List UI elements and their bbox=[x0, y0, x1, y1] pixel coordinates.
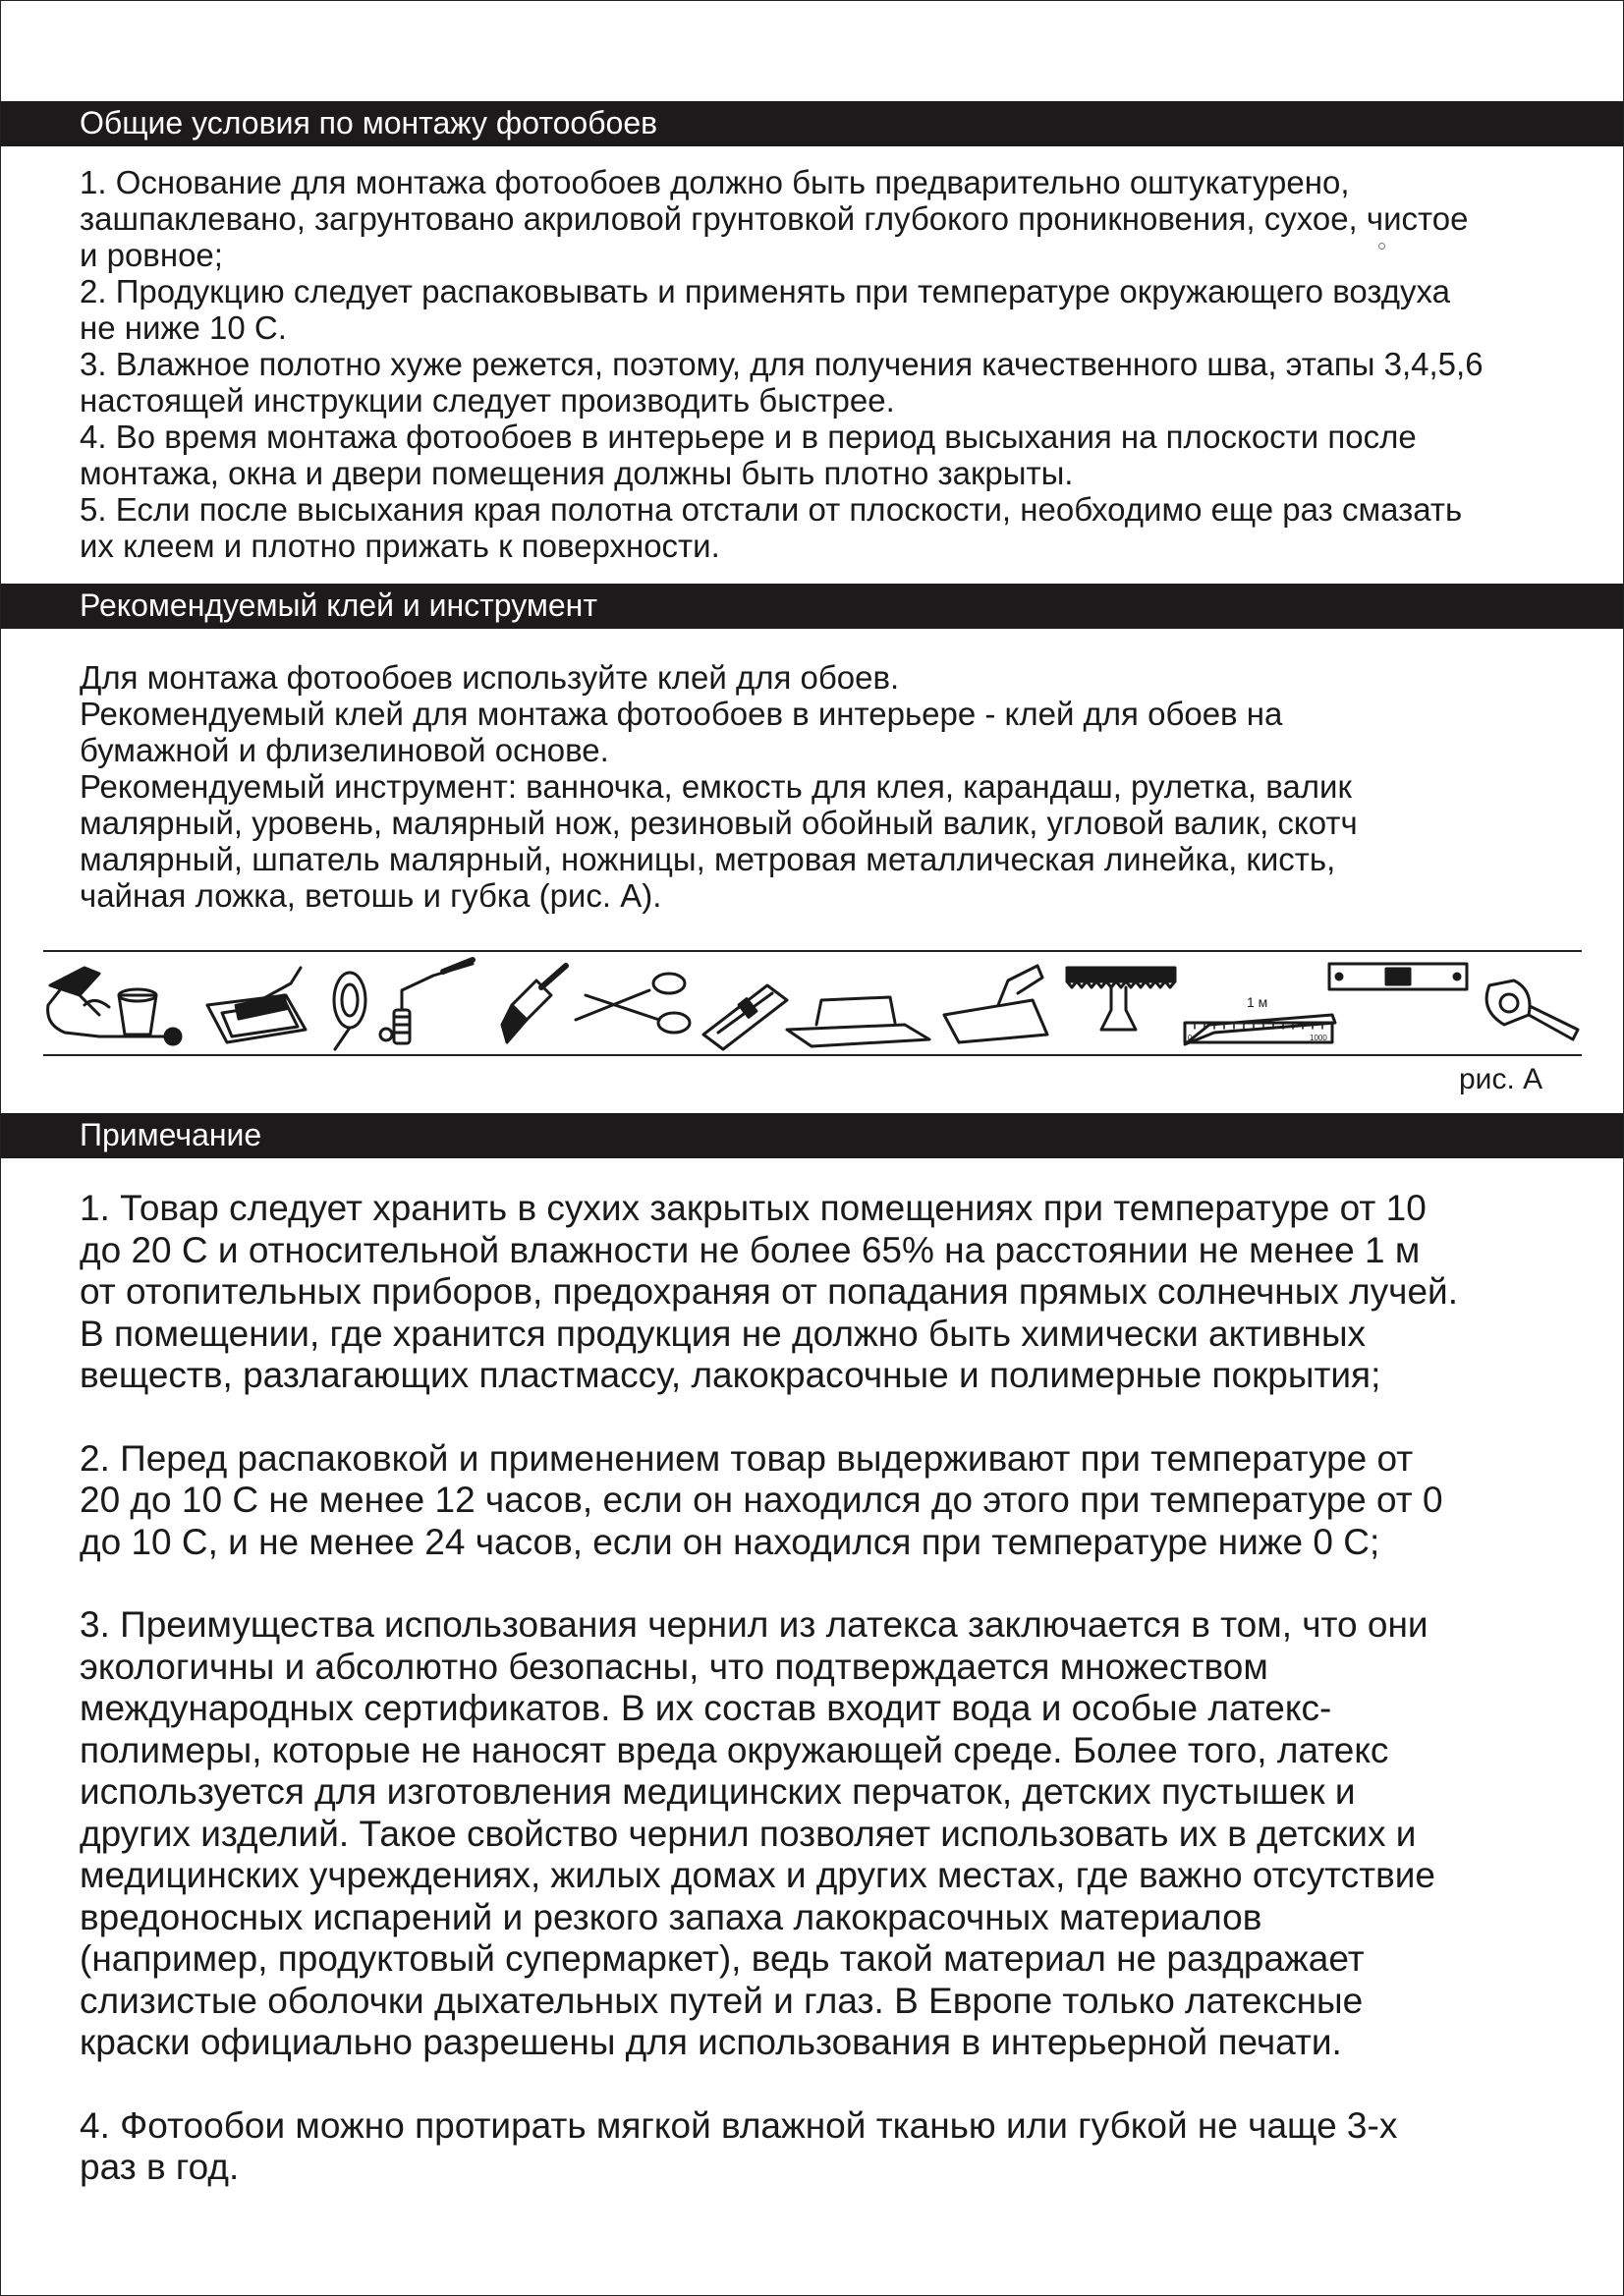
mixer-icon bbox=[48, 968, 181, 1044]
figure-top-rule bbox=[43, 950, 1582, 952]
float-trowel-icon bbox=[787, 997, 929, 1046]
text-line: слизистые оболочки дыхательных путей и глаз. В Европе только латексные bbox=[80, 1980, 1364, 2021]
notched-trowel-icon bbox=[1067, 968, 1175, 1030]
tools-illustration bbox=[40, 956, 1593, 1054]
text-line: до 20 С и относительной влажности не более 65% на расстоянии не менее 1 м bbox=[80, 1229, 1421, 1270]
level-icon bbox=[1329, 964, 1467, 989]
section-heading-glue-tools: Рекомендуемый клей и инструмент bbox=[1, 584, 1623, 629]
text-line: и ровное; bbox=[80, 237, 223, 273]
text-line: чайная ложка, ветошь и губка (рис. А). bbox=[80, 877, 662, 914]
text-line: других изделий. Такое свойство чернил позволяет использовать их в детских и bbox=[80, 1813, 1417, 1854]
text-line: малярный, уровень, малярный нож, резиновый обойный валик, угловой валик, скотч bbox=[80, 805, 1358, 841]
text-line: 4. Во время монтажа фотообоев в интерьере и в период высыхания на плоскости после bbox=[80, 419, 1417, 455]
text-line: веществ, разлагающих пластмассу, лакокрасочные и полимерные покрытия; bbox=[80, 1355, 1381, 1395]
text-line: 1. Основание для монтажа фотообоев должно быть предварительно оштукатурено, bbox=[80, 164, 1350, 200]
ruler-start: 0 bbox=[1188, 1034, 1193, 1042]
figure-bottom-rule bbox=[43, 1054, 1582, 1056]
utility-knife-icon bbox=[703, 985, 787, 1049]
text-line: 2. Продукцию следует распаковывать и применять при температуре окружающего воздуха bbox=[80, 273, 1450, 309]
text-line: используется для изготовления медицинских перчаток, детских пустышек и bbox=[80, 1771, 1356, 1812]
glue-tools-text bbox=[80, 659, 1612, 914]
spatula-icon bbox=[944, 966, 1047, 1042]
section-heading-mounting: Общие условия по монтажу фотообоев bbox=[1, 101, 1623, 146]
text-line: бумажной и флизелиновой основе. bbox=[80, 732, 609, 768]
text-line: 4. Фотообои можно протирать мягкой влажной тканью или губкой не чаще 3-х bbox=[80, 2104, 1398, 2146]
text-line: вредоносных испарений и резкого запаха лакокрасочных материалов bbox=[80, 1896, 1262, 1937]
text-line: В помещении, где хранится продукция не должно быть химически активных bbox=[80, 1313, 1367, 1354]
print-speck bbox=[1378, 243, 1385, 250]
text-line: полимеры, которые не наносят вреда окружающей среде. Более того, латекс bbox=[80, 1729, 1389, 1770]
bucket-icon bbox=[119, 989, 156, 1035]
figure-caption: рис. А bbox=[1459, 1063, 1543, 1095]
text-line: медицинских учреждениях, жилых домах и других местах, где важно отсутствие bbox=[80, 1855, 1436, 1895]
paragraph-gap bbox=[80, 1563, 1612, 1604]
ruler-label: 1 м bbox=[1247, 994, 1268, 1010]
mounting-conditions-text bbox=[80, 164, 1612, 564]
scissors-icon bbox=[576, 974, 690, 1033]
text-line: малярный, шпатель малярный, ножницы, метровая металлическая линейка, кисть, bbox=[80, 841, 1336, 877]
ruler-icon bbox=[1185, 994, 1335, 1044]
text-line: 20 до 10 С не менее 12 часов, если он находился до этого при температуре от 0 bbox=[80, 1480, 1443, 1520]
text-line: Для монтажа фотообоев используйте клей для обоев. bbox=[80, 659, 900, 696]
text-line: экологичны и абсолютно безопасны, что подтверждается множеством bbox=[80, 1646, 1268, 1687]
text-line: 5. Если после высыхания края полотна отстали от плоскости, необходимо еще раз смазать bbox=[80, 491, 1463, 528]
text-line: настоящей инструкции следует производить быстрее. bbox=[80, 382, 895, 419]
paragraph-gap bbox=[80, 2064, 1612, 2105]
tape-icon bbox=[334, 973, 365, 1049]
text-line: 3. Преимущества использования чернил из латекса заключается в том, что они bbox=[80, 1604, 1428, 1645]
text-line: монтажа, окна и двери помещения должны быть плотно закрыты. bbox=[80, 455, 1074, 491]
brush-icon bbox=[502, 966, 566, 1042]
text-line: Рекомендуемый инструмент: ванночка, емкость для клея, карандаш, рулетка, валик bbox=[80, 768, 1352, 805]
note-text bbox=[80, 1188, 1612, 2189]
text-line: 2. Перед распаковкой и применением товар выдерживают при температуре от bbox=[80, 1437, 1414, 1479]
paint-tray-icon bbox=[207, 968, 306, 1042]
text-line: до 10 С, и не менее 24 часов, если он находился при температуре ниже 0 С; bbox=[80, 1521, 1380, 1562]
ruler-end: 1000 bbox=[1310, 1034, 1327, 1042]
text-line: зашпаклевано, загрунтовано акриловой грунтовкой глубокого проникновения, сухое, чистое bbox=[80, 200, 1469, 237]
text-line: международных сертификатов. В их состав входит вода и особые латекс- bbox=[80, 1688, 1332, 1728]
text-line: 1. Товар следует хранить в сухих закрытых помещениях при температуре от 10 bbox=[80, 1188, 1427, 1228]
text-line: 3. Влажное полотно хуже режется, поэтому, для получения качественного шва, этапы 3,4,5,6 bbox=[80, 346, 1484, 382]
text-line: не ниже 10 С. bbox=[80, 309, 287, 346]
text-line: от отопительных приборов, предохраняя от попадания прямых солнечных лучей. bbox=[80, 1271, 1458, 1312]
text-line: Рекомендуемый клей для монтажа фотообоев в интерьере - клей для обоев на bbox=[80, 696, 1283, 732]
tape-measure-icon bbox=[1486, 980, 1578, 1039]
text-line: раз в год. bbox=[80, 2147, 240, 2187]
roller-icon bbox=[380, 960, 473, 1043]
section-heading-note: Примечание bbox=[1, 1113, 1623, 1158]
text-line: их клеем и плотно прижать к поверхности. bbox=[80, 528, 720, 564]
text-line: (например, продуктовый супермаркет), ведь такой материал не раздражает bbox=[80, 1938, 1365, 1979]
text-line: краски официально разрешены для использования в интерьерной печати. bbox=[80, 2022, 1342, 2062]
paragraph-gap bbox=[80, 1397, 1612, 1438]
